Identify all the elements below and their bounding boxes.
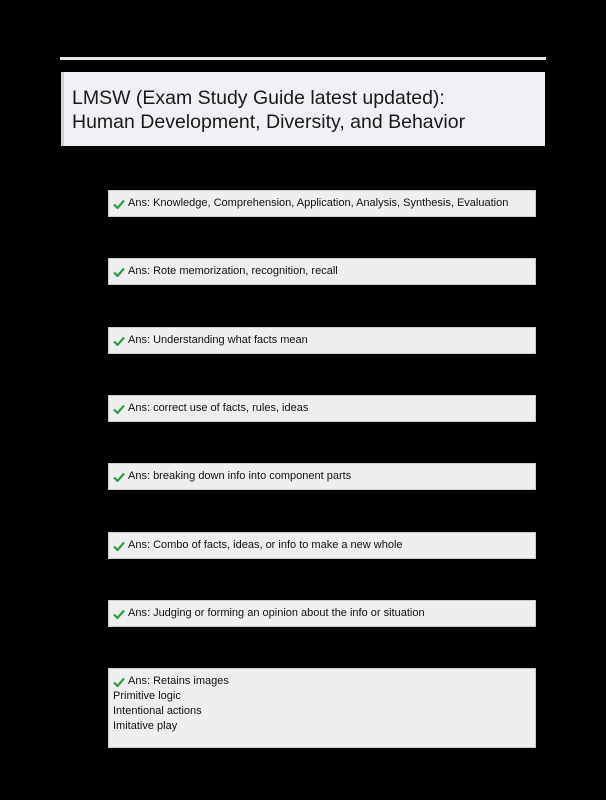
answer-box bbox=[108, 327, 536, 354]
answer-text: Ans: Retains images bbox=[128, 675, 229, 687]
answer-extra-line: Imitative play bbox=[113, 720, 178, 732]
page-title-box bbox=[61, 72, 545, 146]
answer-text: Ans: Combo of facts, ideas, or info to make a new whole bbox=[128, 539, 403, 551]
answer-extra-line: Primitive logic bbox=[113, 690, 181, 702]
answer-box bbox=[108, 532, 536, 559]
check-icon bbox=[113, 267, 125, 277]
check-icon bbox=[113, 541, 125, 551]
answer-text: Ans: Rote memorization, recognition, recall bbox=[128, 265, 338, 277]
check-icon bbox=[113, 199, 125, 209]
answer-extra-line: Intentional actions bbox=[113, 705, 202, 717]
page-title-line-2: Human Development, Diversity, and Behavior bbox=[72, 111, 466, 133]
answer-box bbox=[108, 463, 536, 490]
answer-box bbox=[108, 190, 536, 217]
check-icon bbox=[113, 404, 125, 414]
answer-text: Ans: correct use of facts, rules, ideas bbox=[128, 402, 309, 414]
answer-box bbox=[108, 600, 536, 627]
answer-text: Ans: Knowledge, Comprehension, Application, Analysis, Synthesis, Evaluation bbox=[128, 197, 509, 209]
answer-box bbox=[108, 395, 536, 422]
check-icon bbox=[113, 472, 125, 482]
answer-box bbox=[108, 258, 536, 285]
answer-text: Ans: Understanding what facts mean bbox=[128, 334, 308, 346]
answer-box bbox=[108, 668, 536, 748]
answer-text: Ans: Judging or forming an opinion about the info or situation bbox=[128, 607, 425, 619]
check-icon bbox=[113, 336, 125, 346]
page-title-line-1: LMSW (Exam Study Guide latest updated): bbox=[72, 87, 445, 109]
answer-text: Ans: breaking down info into component parts bbox=[128, 470, 352, 482]
top-divider bbox=[60, 57, 546, 60]
check-icon bbox=[113, 609, 125, 619]
check-icon bbox=[113, 677, 125, 687]
